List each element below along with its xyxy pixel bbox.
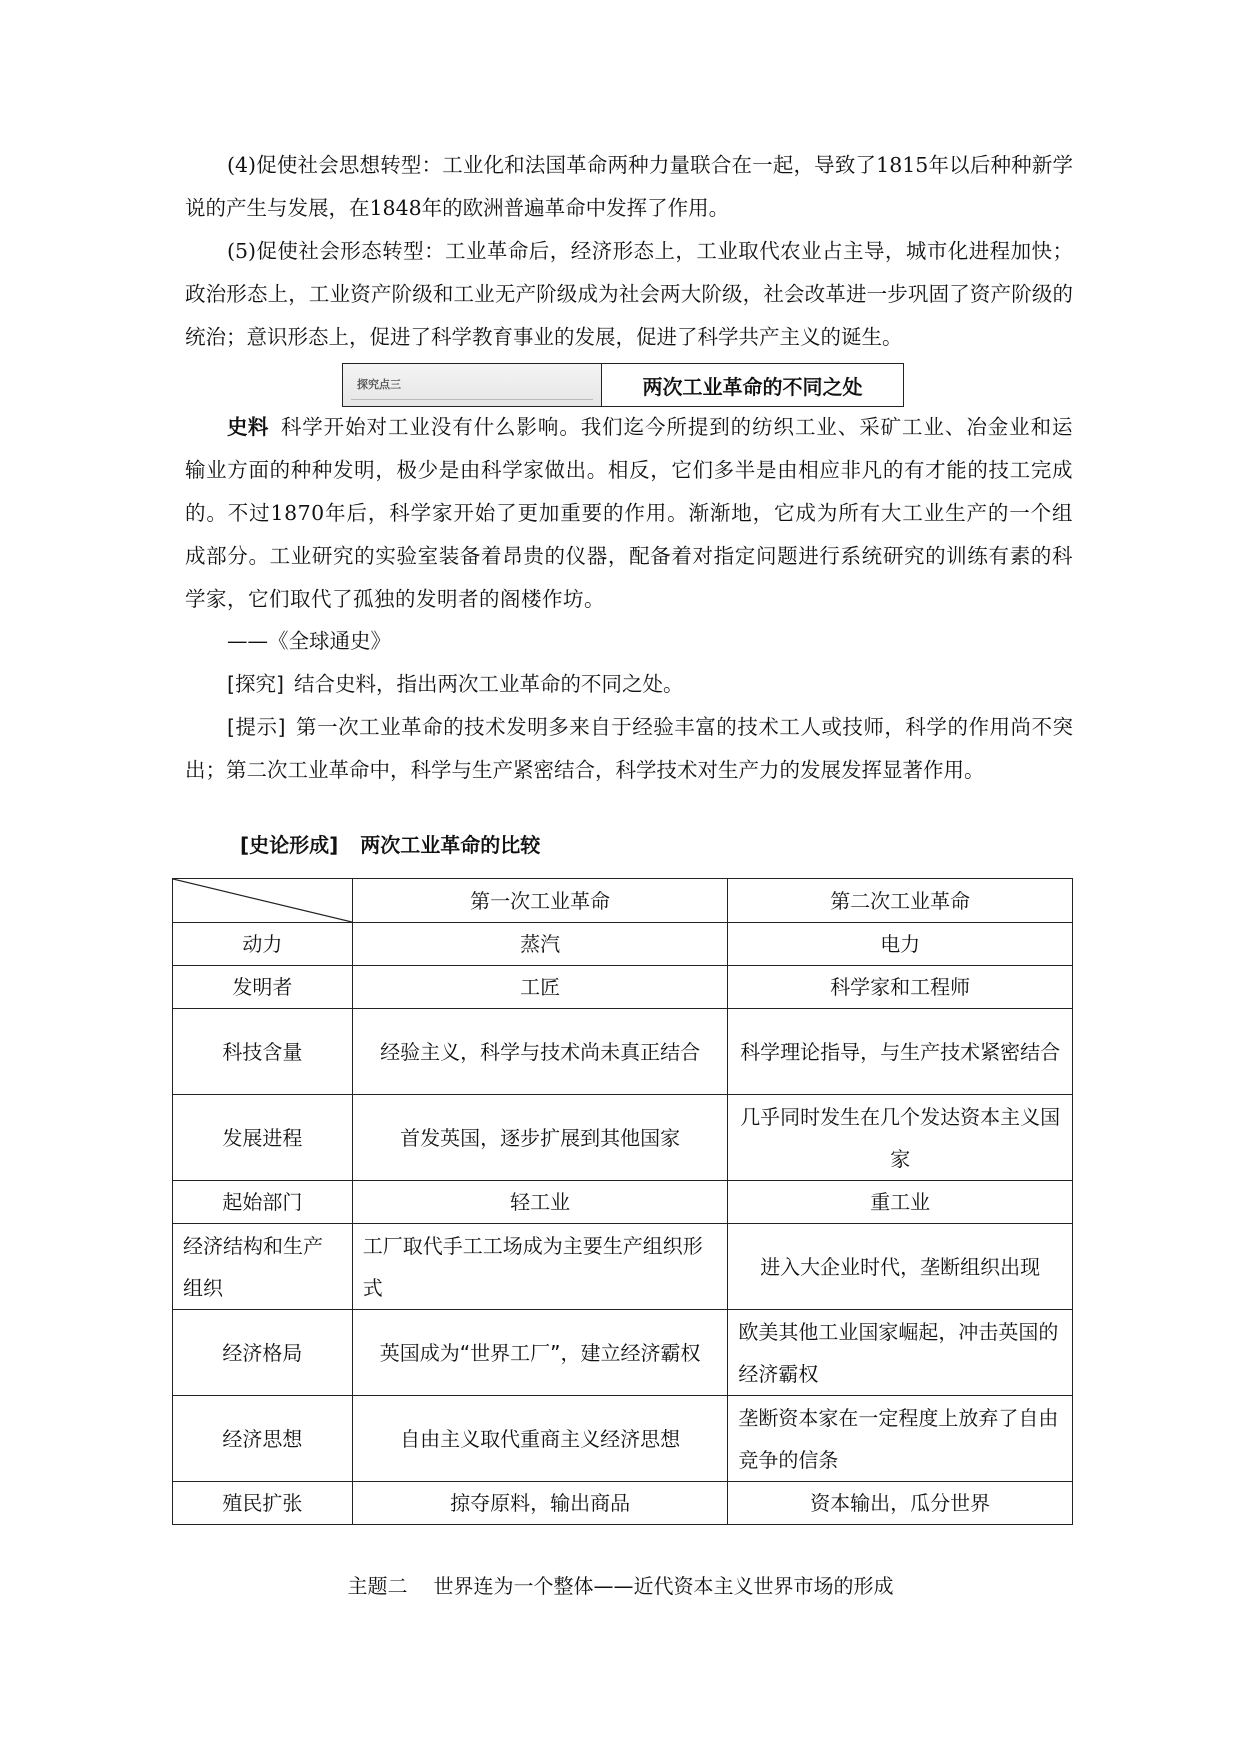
paragraph-social-thought: (4)促使社会思想转型：工业化和法国革命两种力量联合在一起，导致了1815年以后种种新学说的产生与发展，在1848年的欧洲普遍革命中发挥了作用。 [185,153,1073,220]
row-second: 垄断资本家在一定程度上放弃了自由竞争的信条 [728,1396,1073,1482]
section-tag-rule [351,399,593,400]
row-first: 自由主义取代重商主义经济思想 [352,1396,728,1482]
row-first: 首发英国，逐步扩展到其他国家 [352,1095,728,1181]
table-label: [史论形成] [240,833,339,857]
row-aspect: 经济格局 [173,1310,353,1396]
inquiry-question [185,663,1073,706]
question-label: [探究] [227,672,284,696]
row-second: 重工业 [728,1181,1073,1224]
row-aspect: 发展进程 [173,1095,353,1181]
row-first: 轻工业 [352,1181,728,1224]
question-text: 结合史料，指出两次工业革命的不同之处。 [294,672,684,696]
table-heading [240,829,540,858]
row-aspect: 殖民扩张 [173,1482,353,1525]
comparison-table [172,878,1073,1525]
diagonal-line [173,879,352,922]
row-first: 经验主义，科学与技术尚未真正结合 [352,1009,728,1095]
table-row [173,1482,1073,1525]
table-corner-cell [173,879,353,923]
theme-title: 世界连为一个整体——近代资本主义世界市场的形成 [433,1574,894,1598]
section-tag-label: 探究点三 [357,378,401,391]
row-first: 蒸汽 [352,923,728,966]
section-header [342,363,904,407]
row-aspect: 发明者 [173,966,353,1009]
row-aspect: 科技含量 [173,1009,353,1095]
section-title: 两次工业革命的不同之处 [642,374,863,399]
source-citation: ——《全球通史》 [227,629,391,653]
table-header-row [173,879,1073,923]
theme-footer [0,1570,1241,1599]
hint-label: [提示] [227,715,286,739]
table-row [173,1396,1073,1482]
table-row [173,1009,1073,1095]
row-first: 掠夺原料，输出商品 [352,1482,728,1525]
row-first: 英国成为“世界工厂”，建立经济霸权 [352,1310,728,1396]
row-aspect: 起始部门 [173,1181,353,1224]
table-row [173,1181,1073,1224]
row-second: 欧美其他工业国家崛起，冲击英国的经济霸权 [728,1310,1073,1396]
paragraph-social-form: (5)促使社会形态转型：工业革命后，经济形态上，工业取代农业占主导，城市化进程加快；政治形态上，工业资产阶级和工业无产阶级成为社会两大阶级，社会改革进一步巩固了资产阶级的统治；意识形态上，促进了科学教育事业的发展，促进了科学共产主义的诞生。 [185,239,1073,349]
row-first: 工厂取代手工工场成为主要生产组织形式 [352,1224,728,1310]
row-second: 几乎同时发生在几个发达资本主义国家 [728,1095,1073,1181]
header-first-revolution: 第一次工业革命 [352,879,728,923]
row-second: 资本输出，瓜分世界 [728,1482,1073,1525]
hint-text: 第一次工业革命的技术发明多来自于经验丰富的技术工人或技师，科学的作用尚不突出；第二次工业革命中，科学与生产紧密结合，科学技术对生产力的发展发挥显著作用。 [185,715,1074,782]
table-row [173,923,1073,966]
section-tag [343,364,602,406]
row-second: 进入大企业时代，垄断组织出现 [728,1224,1073,1310]
theme-number: 主题二 [347,1574,408,1598]
table-row [173,966,1073,1009]
inquiry-hint [185,706,1073,792]
row-first: 工匠 [352,966,728,1009]
row-aspect: 经济结构和生产组织 [173,1224,353,1310]
row-second: 电力 [728,923,1073,966]
row-aspect: 经济思想 [173,1396,353,1482]
table-row [173,1310,1073,1396]
source-label: 史料 [227,415,269,439]
header-second-revolution: 第二次工业革命 [728,879,1073,923]
source-text: 科学开始对工业没有什么影响。我们迄今所提到的纺织工业、采矿工业、冶金业和运输业方面的种种发明，极少是由科学家做出。相反，它们多半是由相应非凡的有才能的技工完成的。不过1870年后，科学家开始了更加重要的作用。渐渐地，它成为所有大工业生产的一个组成部分。工业研究的实验室装备着昂贵的仪器，配备着对指定问题进行系统研究的训练有素的科学家，它们取代了孤独的发明者的阁楼作坊。 [185,415,1073,611]
table-row [173,1224,1073,1310]
row-aspect: 动力 [173,923,353,966]
table-row [173,1095,1073,1181]
source-material [185,406,1073,621]
row-second: 科学家和工程师 [728,966,1073,1009]
row-second: 科学理论指导，与生产技术紧密结合 [728,1009,1073,1095]
table-title: 两次工业革命的比较 [360,833,541,857]
